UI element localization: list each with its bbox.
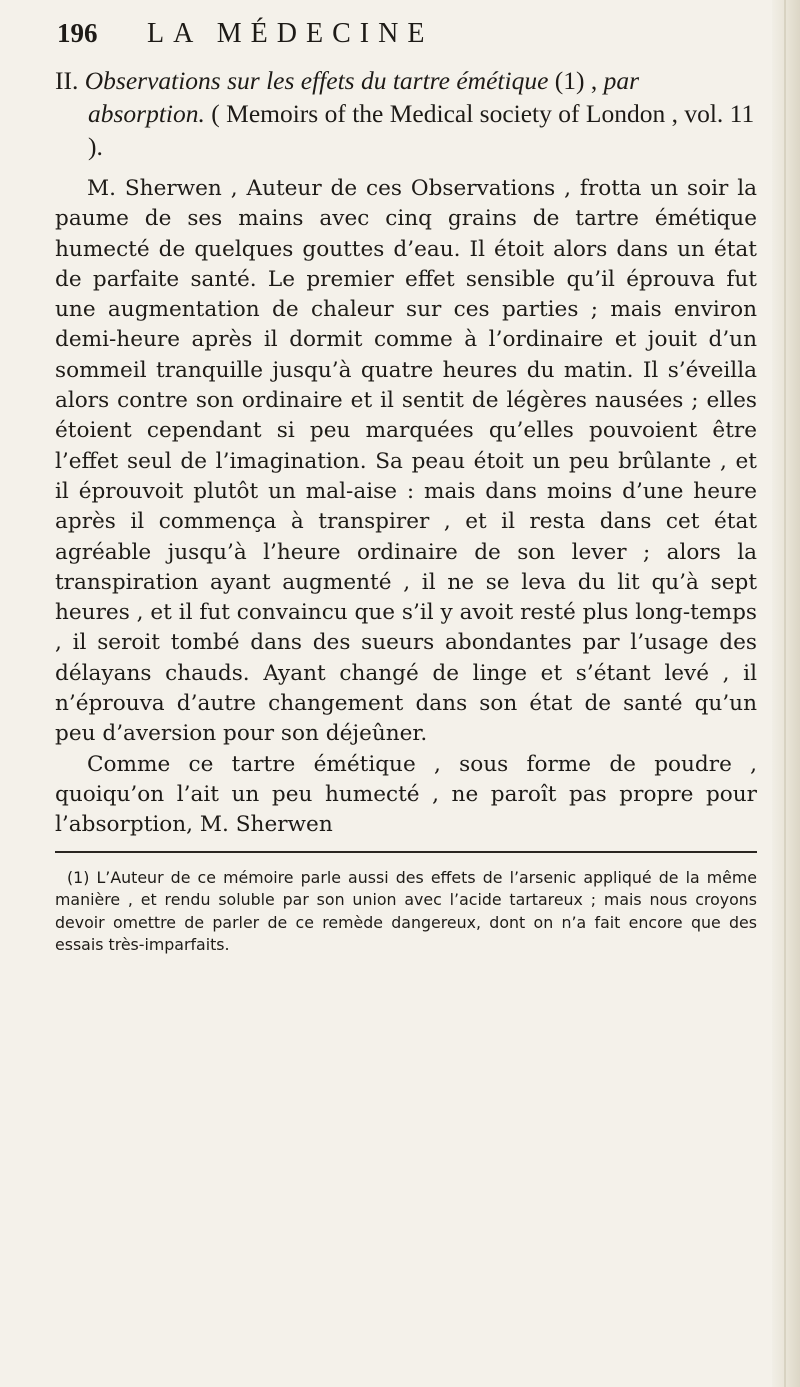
page-edge [772, 0, 800, 1387]
footnote-reference: (1) [554, 66, 585, 95]
section-number: II. [55, 66, 79, 95]
paragraph-1: M. Sherwen , Auteur de ces Observations , frotta un soir la paume de ses mains avec cinq grains de tartre émétique humecté de quelques gouttes d’eau. Il étoit alors dans un état de parfaite santé. Le premier effet sensible qu’il éprouva fut une augmentation de chaleur sur ces parties ; mais environ demi-heure après il dormit comme à l’ordinaire et jouit d’un sommeil tranquille jusqu’à quatre heures du matin. Il s’éveilla alors contre son ordinaire et il sentit de légères nausées ; elles étoient cependant si peu marquées qu’elles pouvoient être l’effet seul de l’imagination. Sa peau étoit un peu brûlante , et il éprouvoit plutôt un mal-aise : mais dans moins d’une heure après il commença à transpirer , et il resta dans cet état agréable jusqu’à l’heure ordinaire de son lever ; alors la transpiration ayant augmenté , il ne se leva du lit qu’à sept heures , et il fut convaincu que s’il y avoit resté plus long-temps , il seroit tombé dans des sueurs abondantes par l’usage des délayans chauds. Ayant changé de linge et s’étant levé , il n’éprouva d’autre changement dans son état de santé qu’un peu d’aversion pour son déjeûner. [55, 176, 757, 747]
section-title-italic: Observations sur les effets du tartre émétique [84, 66, 549, 95]
running-head: LA MÉDECINE [147, 18, 434, 49]
footnote-divider [55, 851, 757, 853]
page-content [55, 64, 757, 957]
title-comma: , [590, 66, 598, 95]
section-source: ( Memoirs of the Medical society of London , vol. 11 ). [88, 99, 755, 161]
section-title-italic-2: par absorption. [88, 66, 640, 128]
section-title [55, 64, 757, 163]
page-header [57, 14, 677, 62]
paragraph-2: Comme ce tartre émétique , sous forme de poudre , quoiqu’on l’ait un peu humecté , ne paroît pas propre pour l’absorption, M. Sherwen [55, 751, 757, 838]
footnote: (1) L’Auteur de ce mémoire parle aussi des effets de l’arsenic appliqué de la même manière , et rendu soluble par son union avec l’acide tartareux ; mais nous croyons devoir omettre de parler de ce remède dangereux, dont on n’a fait encore que des essais très-imparfaits. [55, 867, 757, 955]
page-number: 196 [57, 18, 98, 48]
page-edge-line [784, 0, 786, 1387]
